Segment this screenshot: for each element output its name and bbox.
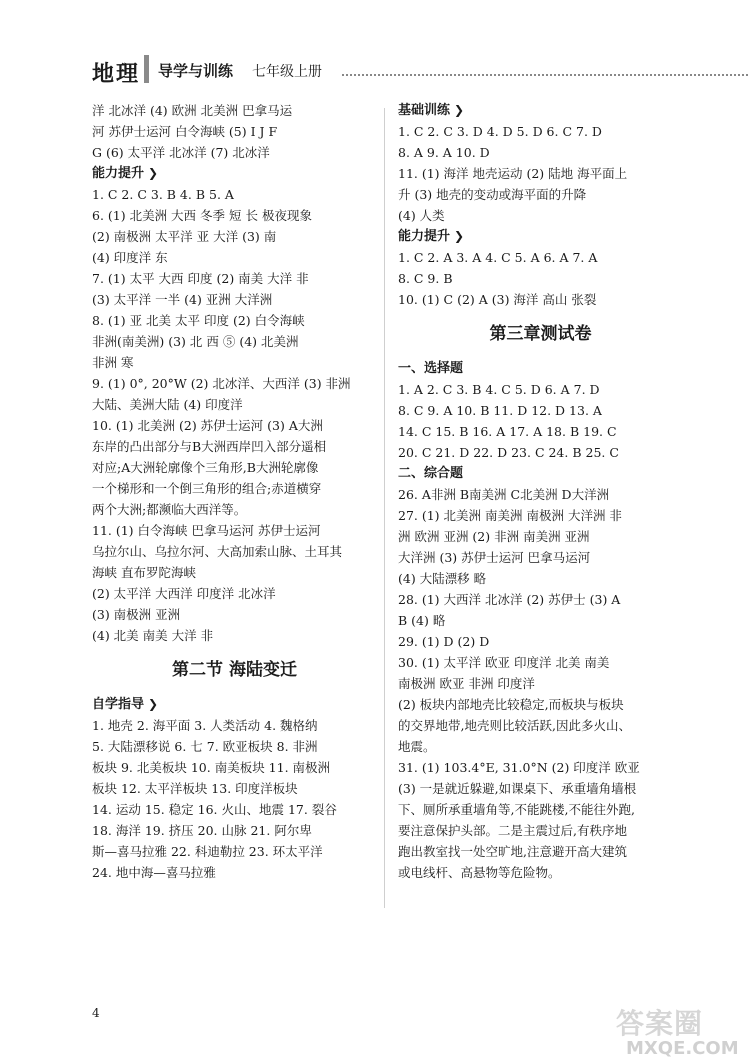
line-text: 27. (1) 北美洲 南美洲 南极洲 大洋洲 非 [398,508,622,523]
answer-line [92,394,377,415]
line-text: 乌拉尔山、乌拉尔河、大高加索山脉、土耳其 [92,544,343,559]
line-text: 8. A 9. A 10. D [398,145,490,160]
page-header [92,55,682,85]
answer-line [398,289,683,310]
answer-line [92,562,377,583]
answer-line [398,247,683,268]
answer-line [92,373,377,394]
line-text: 能力提升 [92,166,145,181]
answer-line [92,289,377,310]
answer-line [398,862,683,883]
line-text: 6. (1) 北美洲 大西 冬季 短 长 极夜现象 [92,208,312,223]
line-text: (4) 人类 [398,208,445,223]
answer-line [398,121,683,142]
answer-line [398,163,683,184]
answer-line [398,442,683,463]
book-title: 导学与训练 [158,62,234,80]
answer-line [398,268,683,289]
line-text: 28. (1) 大西洋 北冰洋 (2) 苏伊士 (3) A [398,592,621,607]
answer-line [398,820,683,841]
answer-line [398,673,683,694]
answer-line [398,652,683,673]
subsection-heading [398,463,683,484]
answer-line [92,625,377,646]
line-text: 26. A非洲 B南美洲 C北美洲 D大洋洲 [398,487,610,502]
book-subtitle: 七年级上册 [252,64,322,80]
line-text: (2) 太平洋 大西洋 印度洋 北冰洋 [92,586,276,601]
answer-line [398,526,683,547]
column-divider [384,108,385,908]
line-text: 跑出教室找一处空旷地,注意避开高大建筑 [398,844,627,859]
watermark-text: 答案圈 [616,1007,704,1040]
answer-line [92,457,377,478]
line-text: (2) 南极洲 太平洋 亚 大洋 (3) 南 [92,229,277,244]
answer-line [92,736,377,757]
line-text: 10. (1) 北美洲 (2) 苏伊士运河 (3) A大洲 [92,418,323,433]
header-dotted-rule [342,74,750,76]
chevron-right-icon: ❯ [454,229,465,243]
answer-line [92,247,377,268]
answer-line [398,421,683,442]
line-text: 升 (3) 地壳的变动或海平面的升降 [398,187,587,202]
answer-line [92,841,377,862]
answer-line [398,589,683,610]
line-text: 下、厕所承重墙角等,不能跳楼,不能往外跑, [398,802,635,817]
answer-line [92,205,377,226]
section-title [398,310,683,358]
subsection-heading [398,358,683,379]
answer-line [92,352,377,373]
chevron-right-icon: ❯ [148,697,159,711]
header-divider-bar [144,55,149,83]
answer-line [92,799,377,820]
line-text: 14. 运动 15. 稳定 16. 火山、地震 17. 裂谷 [92,802,337,817]
answer-line [398,205,683,226]
answer-line [92,715,377,736]
answer-line [92,226,377,247]
line-text: 对应;A大洲轮廓像个三角形,B大洲轮廓像 [92,460,319,475]
answer-line [398,799,683,820]
answer-line [92,478,377,499]
answer-line [92,541,377,562]
line-text: 第三章测试卷 [489,324,592,344]
line-text: 14. C 15. B 16. A 17. A 18. B 19. C [398,424,617,439]
subject-label: 地理 [92,61,141,87]
answer-line [92,310,377,331]
line-text: 或电线杆、高悬物等危险物。 [398,865,561,880]
line-text: 8. C 9. A 10. B 11. D 12. D 13. A [398,403,602,418]
answer-line [398,778,683,799]
answer-line [398,841,683,862]
line-text: 河 苏伊士运河 白令海峡 (5) I J F [92,124,278,139]
answer-line [398,736,683,757]
answer-line [92,583,377,604]
answer-line [92,499,377,520]
answer-line [398,610,683,631]
answer-line [398,484,683,505]
line-text: 5. 大陆漂移说 6. 七 7. 欧亚板块 8. 非洲 [92,739,318,754]
chevron-right-icon: ❯ [148,166,159,180]
answer-line [92,100,377,121]
line-text: 地震。 [398,739,436,754]
subsection-heading [92,694,377,715]
watermark-logo [616,1002,750,1064]
answer-line [398,184,683,205]
line-text: 非洲 寒 [92,355,134,370]
line-text: (2) 板块内部地壳比较稳定,而板块与板块 [398,697,624,712]
line-text: 30. (1) 太平洋 欧亚 印度洋 北美 南美 [398,655,610,670]
line-text: 海峡 直布罗陀海峡 [92,565,196,580]
line-text: 10. (1) C (2) A (3) 海洋 高山 张裂 [398,292,597,307]
answer-line [92,268,377,289]
answer-line [92,121,377,142]
page-number: 4 [92,1006,100,1020]
line-text: 1. 地壳 2. 海平面 3. 人类活动 4. 魏格纳 [92,718,318,733]
line-text: 29. (1) D (2) D [398,634,490,649]
answer-line [92,778,377,799]
line-text: 能力提升 [398,229,451,244]
answer-line [398,400,683,421]
line-text: 板块 12. 太平洋板块 13. 印度洋板块 [92,781,298,796]
answer-line [398,505,683,526]
line-text: 非洲(南美洲) (3) 北 西 ⑤ (4) 北美洲 [92,334,299,349]
answer-line [398,142,683,163]
line-text: 20. C 21. D 22. D 23. C 24. B 25. C [398,445,619,460]
answer-line [398,547,683,568]
line-text: 1. C 2. A 3. A 4. C 5. A 6. A 7. A [398,250,598,265]
answer-line [92,862,377,883]
line-text: 洋 北冰洋 (4) 欧洲 北美洲 巴拿马运 [92,103,293,118]
subsection-heading [398,226,683,247]
watermark-url: MXQE.COM [626,1038,739,1059]
answer-line [92,184,377,205]
line-text: 第二节 海陆变迁 [172,660,297,680]
line-text: 8. C 9. B [398,271,453,286]
line-text: 1. C 2. C 3. B 4. B 5. A [92,187,234,202]
line-text: (3) 太平洋 一半 (4) 亚洲 大洋洲 [92,292,273,307]
answer-line [398,694,683,715]
line-text: 南极洲 欧亚 非洲 印度洋 [398,676,535,691]
line-text: 一、选择题 [398,361,464,376]
line-text: (4) 大陆漂移 略 [398,571,487,586]
line-text: (3) 南极洲 亚洲 [92,607,181,622]
answer-line [92,757,377,778]
line-text: (3) 一是就近躲避,如课桌下、承重墙角墙根 [398,781,637,796]
answer-line [398,568,683,589]
line-text: 一个梯形和一个倒三角形的组合;赤道横穿 [92,481,322,496]
line-text: G (6) 太平洋 北冰洋 (7) 北冰洋 [92,145,270,160]
answer-line [398,757,683,778]
line-text: 东岸的凸出部分与B大洲西岸凹入部分遥相 [92,439,327,454]
line-text: 斯—喜马拉雅 22. 科迪勒拉 23. 环太平洋 [92,844,323,859]
line-text: 两个大洲;都濒临大西洋等。 [92,502,247,517]
line-text: 基础训练 [398,103,451,118]
line-text: 1. A 2. C 3. B 4. C 5. D 6. A 7. D [398,382,600,397]
subsection-heading [92,163,377,184]
answer-line [92,520,377,541]
line-text: 24. 地中海—喜马拉雅 [92,865,216,880]
line-text: 18. 海洋 19. 挤压 20. 山脉 21. 阿尔卑 [92,823,312,838]
answer-line [92,331,377,352]
line-text: (4) 北美 南美 大洋 非 [92,628,214,643]
section-title [92,646,377,694]
left-column [92,100,377,883]
line-text: B (4) 略 [398,613,446,628]
line-text: 11. (1) 白令海峡 巴拿马运河 苏伊士运河 [92,523,321,538]
line-text: 大陆、美洲大陆 (4) 印度洋 [92,397,243,412]
line-text: 11. (1) 海洋 地壳运动 (2) 陆地 海平面上 [398,166,628,181]
answer-line [92,820,377,841]
right-column [398,100,683,883]
line-text: 9. (1) 0°, 20°W (2) 北冰洋、大西洋 (3) 非洲 [92,376,351,391]
chevron-right-icon: ❯ [454,103,465,117]
line-text: 7. (1) 太平 大西 印度 (2) 南美 大洋 非 [92,271,309,286]
answer-line [92,415,377,436]
line-text: 洲 欧洲 亚洲 (2) 非洲 南美洲 亚洲 [398,529,590,544]
answer-line [398,715,683,736]
answer-line [92,142,377,163]
line-text: 板块 9. 北美板块 10. 南美板块 11. 南极洲 [92,760,331,775]
line-text: 要注意保护头部。二是主震过后,有秩序地 [398,823,627,838]
subsection-heading [398,100,683,121]
line-text: 8. (1) 亚 北美 太平 印度 (2) 白令海峡 [92,313,305,328]
line-text: 31. (1) 103.4°E, 31.0°N (2) 印度洋 欧亚 [398,760,640,775]
answer-line [398,631,683,652]
line-text: 自学指导 [92,697,145,712]
line-text: 二、综合题 [398,466,464,481]
answer-line [398,379,683,400]
line-text: 1. C 2. C 3. D 4. D 5. D 6. C 7. D [398,124,602,139]
line-text: (4) 印度洋 东 [92,250,168,265]
answer-line [92,604,377,625]
line-text: 大洋洲 (3) 苏伊士运河 巴拿马运河 [398,550,591,565]
answer-line [92,436,377,457]
line-text: 的交界地带,地壳则比较活跃,因此多火山、 [398,718,631,733]
